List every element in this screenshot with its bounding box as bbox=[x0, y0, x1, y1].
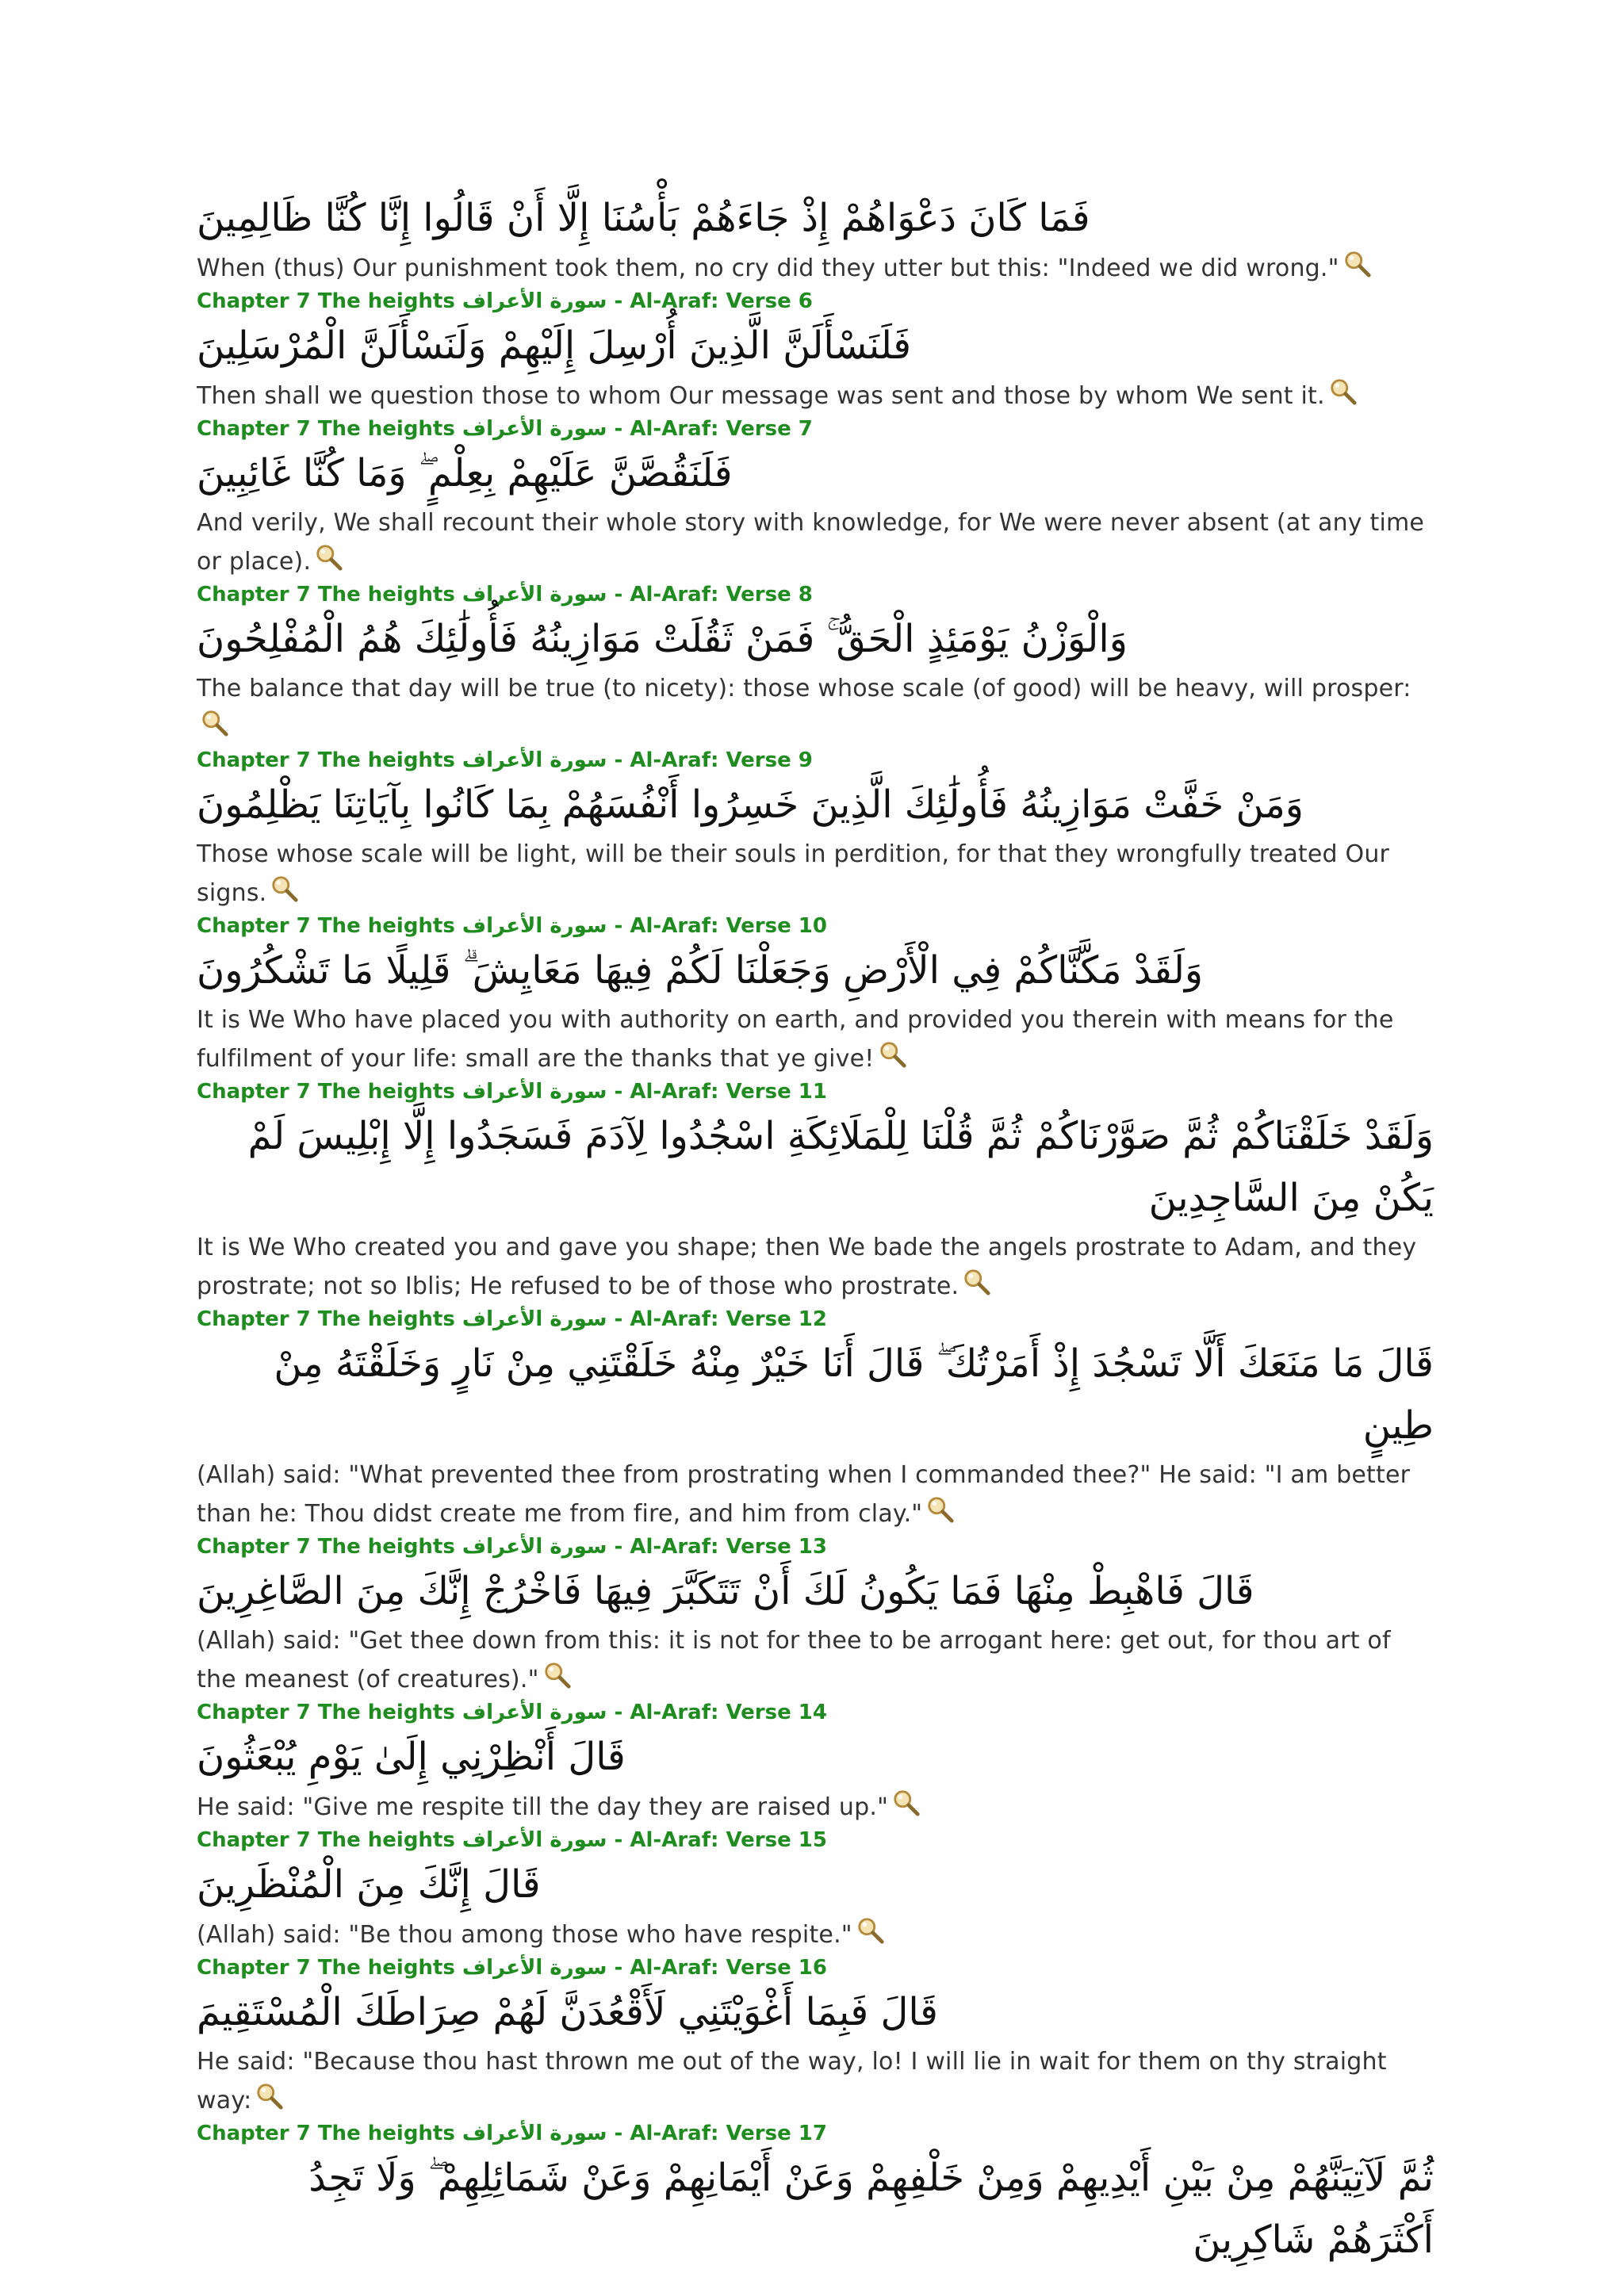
verse-number: - Al-Araf: Verse 10 bbox=[614, 914, 827, 938]
verse-reference[interactable] bbox=[197, 1827, 1434, 1854]
chapter-title: Chapter 7 The heights bbox=[197, 583, 455, 607]
magnifier-icon[interactable] bbox=[255, 2081, 285, 2111]
verse-block-7 bbox=[197, 415, 1434, 581]
chapter-title: Chapter 7 The heights bbox=[197, 748, 455, 772]
verse-block-8 bbox=[197, 581, 1434, 747]
verse-translation bbox=[197, 2043, 1434, 2120]
translation-text: He said: "Because thou hast thrown me out of the way, lo! I will lie in wait for them on thy straight way: bbox=[197, 2048, 1387, 2114]
verse-reference[interactable] bbox=[197, 1699, 1434, 1726]
surah-name-arabic: سورة الأعراف bbox=[462, 289, 607, 313]
arabic-row bbox=[197, 2147, 1434, 2271]
verse-list bbox=[197, 187, 1434, 2271]
arabic-verse-text: فَلَنَسْأَلَنَّ الَّذِينَ أُرْسِلَ إِلَيْهِمْ وَلَنَسْأَلَنَّ الْمُرْسَلِينَ bbox=[197, 323, 912, 368]
arabic-verse-text: وَمَنْ خَفَّتْ مَوَازِينُهُ فَأُولَٰئِكَ الَّذِينَ خَسِرُوا أَنْفُسَهُمْ بِمَا كَانُوا بِآيَاتِنَا يَظْلِمُونَ bbox=[197, 783, 1304, 827]
verse-reference[interactable] bbox=[197, 1533, 1434, 1560]
verse-number: - Al-Araf: Verse 16 bbox=[614, 1956, 827, 1980]
verse-reference[interactable] bbox=[197, 1306, 1434, 1333]
verse-reference[interactable] bbox=[197, 2120, 1434, 2147]
verse-block-13 bbox=[197, 1533, 1434, 1699]
surah-name-arabic: سورة الأعراف bbox=[462, 1080, 607, 1104]
verse-block-5 bbox=[197, 187, 1434, 288]
verse-number: - Al-Araf: Verse 9 bbox=[614, 748, 813, 772]
verse-reference[interactable] bbox=[197, 913, 1434, 939]
translation-text: (Allah) said: "Be thou among those who have respite." bbox=[197, 1921, 852, 1949]
arabic-verse-text: فَمَا كَانَ دَعْوَاهُمْ إِذْ جَاءَهُمْ بَأْسُنَا إِلَّا أَنْ قَالُوا إِنَّا كُنَّا ظَالِمِينَ bbox=[197, 196, 1090, 240]
verse-translation bbox=[197, 1456, 1434, 1533]
arabic-verse-text: قَالَ أَنْظِرْنِي إِلَىٰ يَوْمِ يُبْعَثُونَ bbox=[197, 1735, 626, 1779]
verse-translation bbox=[197, 377, 1434, 415]
surah-name-arabic: سورة الأعراف bbox=[462, 1956, 607, 1980]
verse-block-17 bbox=[197, 2120, 1434, 2271]
chapter-title: Chapter 7 The heights bbox=[197, 2122, 455, 2145]
verse-block-16 bbox=[197, 1954, 1434, 2120]
verse-reference[interactable] bbox=[197, 1954, 1434, 1981]
arabic-verse-text: وَالْوَزْنُ يَوْمَئِذٍ الْحَقُّ ۚ فَمَنْ ثَقُلَتْ مَوَازِينُهُ فَأُولَٰئِكَ هُمُ الْمُفْلِحُونَ bbox=[197, 617, 1128, 661]
verse-translation bbox=[197, 1622, 1434, 1699]
surah-name-arabic: سورة الأعراف bbox=[462, 583, 607, 607]
arabic-row bbox=[197, 187, 1434, 249]
arabic-row bbox=[197, 315, 1434, 377]
chapter-title: Chapter 7 The heights bbox=[197, 417, 455, 441]
arabic-verse-text: ثُمَّ لَآتِيَنَّهُمْ مِنْ بَيْنِ أَيْدِيهِمْ وَمِنْ خَلْفِهِمْ وَعَنْ أَيْمَانِهِمْ وَعَنْ شَمَائِلِهِمْ ۖ وَلَا تَجِدُ أَكْثَرَهُمْ شَاكِرِينَ bbox=[308, 2156, 1434, 2262]
magnifier-icon[interactable] bbox=[200, 708, 230, 738]
surah-name-arabic: سورة الأعراف bbox=[462, 748, 607, 772]
verse-block-6 bbox=[197, 288, 1434, 415]
verse-translation bbox=[197, 249, 1434, 288]
arabic-row bbox=[197, 1854, 1434, 1915]
surah-name-arabic: سورة الأعراف bbox=[462, 914, 607, 938]
magnifier-icon[interactable] bbox=[314, 542, 344, 572]
magnifier-icon[interactable] bbox=[962, 1267, 992, 1297]
verse-number: - Al-Araf: Verse 17 bbox=[614, 2122, 827, 2145]
surah-name-arabic: سورة الأعراف bbox=[462, 1307, 607, 1331]
verse-block-15 bbox=[197, 1827, 1434, 1954]
chapter-title: Chapter 7 The heights bbox=[197, 1956, 455, 1980]
arabic-verse-text: قَالَ فَبِمَا أَغْوَيْتَنِي لَأَقْعُدَنَّ لَهُمْ صِرَاطَكَ الْمُسْتَقِيمَ bbox=[197, 1990, 938, 2034]
verse-block-11 bbox=[197, 1078, 1434, 1306]
verse-number: - Al-Araf: Verse 14 bbox=[614, 1701, 827, 1724]
verse-block-12 bbox=[197, 1306, 1434, 1533]
translation-text: (Allah) said: "What prevented thee from prostrating when I commanded thee?" He said: "I am better than he: Thou didst create me from fire, and him from clay." bbox=[197, 1461, 1411, 1528]
arabic-row bbox=[197, 1726, 1434, 1788]
magnifier-icon[interactable] bbox=[856, 1915, 886, 1946]
verse-reference[interactable] bbox=[197, 415, 1434, 442]
arabic-verse-text: قَالَ إِنَّكَ مِنَ الْمُنْظَرِينَ bbox=[197, 1862, 541, 1907]
arabic-verse-text: وَلَقَدْ مَكَّنَّاكُمْ فِي الْأَرْضِ وَجَعَلْنَا لَكُمْ فِيهَا مَعَايِشَ ۗ قَلِيلًا مَا تَشْكُرُونَ bbox=[197, 948, 1204, 993]
verse-translation bbox=[197, 1229, 1434, 1306]
verse-translation bbox=[197, 504, 1434, 581]
magnifier-icon[interactable] bbox=[891, 1788, 921, 1818]
verse-number: - Al-Araf: Verse 8 bbox=[614, 583, 813, 607]
surah-name-arabic: سورة الأعراف bbox=[462, 2122, 607, 2145]
surah-name-arabic: سورة الأعراف bbox=[462, 1701, 607, 1724]
verse-reference[interactable] bbox=[197, 581, 1434, 608]
chapter-title: Chapter 7 The heights bbox=[197, 1701, 455, 1724]
magnifier-icon[interactable] bbox=[1328, 377, 1358, 407]
magnifier-icon[interactable] bbox=[542, 1660, 573, 1690]
verse-number: - Al-Araf: Verse 15 bbox=[614, 1828, 827, 1852]
verse-translation bbox=[197, 1915, 1434, 1954]
arabic-row bbox=[197, 939, 1434, 1001]
translation-text: And verily, We shall recount their whole story with knowledge, for We were never absent (at any time or place). bbox=[197, 509, 1425, 576]
verse-block-10 bbox=[197, 913, 1434, 1078]
chapter-title: Chapter 7 The heights bbox=[197, 1307, 455, 1331]
translation-text: Those whose scale will be light, will be their souls in perdition, for that they wrongfully treated Our signs. bbox=[197, 840, 1390, 907]
translation-text: The balance that day will be true (to nicety): those whose scale (of good) will be heavy, will prosper: bbox=[197, 675, 1411, 702]
arabic-row bbox=[197, 442, 1434, 504]
magnifier-icon[interactable] bbox=[925, 1494, 956, 1525]
verse-block-9 bbox=[197, 747, 1434, 913]
verse-reference[interactable] bbox=[197, 747, 1434, 774]
arabic-verse-text: قَالَ مَا مَنَعَكَ أَلَّا تَسْجُدَ إِذْ أَمَرْتُكَ ۖ قَالَ أَنَا خَيْرٌ مِنْهُ خَلَقْتَنِي مِنْ نَارٍ وَخَلَقْتَهُ مِنْ طِينٍ bbox=[274, 1341, 1434, 1448]
verse-number: - Al-Araf: Verse 6 bbox=[614, 289, 813, 313]
chapter-title: Chapter 7 The heights bbox=[197, 1828, 455, 1852]
translation-text: When (thus) Our punishment took them, no cry did they utter but this: "Indeed we did wrong." bbox=[197, 254, 1339, 282]
arabic-verse-text: وَلَقَدْ خَلَقْنَاكُمْ ثُمَّ صَوَّرْنَاكُمْ ثُمَّ قُلْنَا لِلْمَلَائِكَةِ اسْجُدُوا لِآدَمَ فَسَجَدُوا إِلَّا إِبْلِيسَ لَمْ يَكُنْ مِنَ السَّاجِدِينَ bbox=[247, 1114, 1434, 1220]
verse-translation bbox=[197, 836, 1434, 913]
surah-name-arabic: سورة الأعراف bbox=[462, 1535, 607, 1559]
translation-text: Then shall we question those to whom Our message was sent and those by whom We sent it. bbox=[197, 382, 1325, 410]
chapter-title: Chapter 7 The heights bbox=[197, 1080, 455, 1104]
arabic-row bbox=[197, 608, 1434, 670]
verse-number: - Al-Araf: Verse 13 bbox=[614, 1535, 827, 1559]
magnifier-icon[interactable] bbox=[270, 874, 300, 904]
chapter-title: Chapter 7 The heights bbox=[197, 1535, 455, 1559]
verse-reference[interactable] bbox=[197, 1078, 1434, 1105]
verse-number: - Al-Araf: Verse 11 bbox=[614, 1080, 827, 1104]
translation-text: It is We Who created you and gave you shape; then We bade the angels prostrate to Adam, and they prostrate; not so Iblis; He refused to be of those who prostrate. bbox=[197, 1234, 1417, 1300]
verse-block-14 bbox=[197, 1699, 1434, 1827]
arabic-row bbox=[197, 1333, 1434, 1456]
verse-number: - Al-Araf: Verse 12 bbox=[614, 1307, 827, 1331]
translation-text: It is We Who have placed you with authority on earth, and provided you therein with means for the fulfilment of your life: small are the thanks that ye give! bbox=[197, 1006, 1394, 1073]
arabic-verse-text: قَالَ فَاهْبِطْ مِنْهَا فَمَا يَكُونُ لَكَ أَنْ تَتَكَبَّرَ فِيهَا فَاخْرُجْ إِنَّكَ مِنَ الصَّاغِرِينَ bbox=[197, 1569, 1254, 1613]
arabic-row bbox=[197, 1981, 1434, 2043]
translation-text: He said: "Give me respite till the day they are raised up." bbox=[197, 1793, 889, 1821]
verse-translation bbox=[197, 670, 1434, 747]
magnifier-icon[interactable] bbox=[1342, 249, 1373, 279]
arabic-verse-text: فَلَنَقُصَّنَّ عَلَيْهِمْ بِعِلْمٍ ۖ وَمَا كُنَّا غَائِبِينَ bbox=[197, 451, 733, 496]
arabic-row bbox=[197, 774, 1434, 836]
magnifier-icon[interactable] bbox=[878, 1039, 908, 1070]
chapter-title: Chapter 7 The heights bbox=[197, 289, 455, 313]
translation-text: (Allah) said: "Get thee down from this: it is not for thee to be arrogant here: get out, for thou art of the meanest (of creatures)." bbox=[197, 1627, 1391, 1693]
verse-reference[interactable] bbox=[197, 288, 1434, 315]
arabic-row bbox=[197, 1560, 1434, 1622]
surah-name-arabic: سورة الأعراف bbox=[462, 417, 607, 441]
surah-name-arabic: سورة الأعراف bbox=[462, 1828, 607, 1852]
chapter-title: Chapter 7 The heights bbox=[197, 914, 455, 938]
arabic-row bbox=[197, 1105, 1434, 1229]
verse-number: - Al-Araf: Verse 7 bbox=[614, 417, 813, 441]
verse-translation bbox=[197, 1001, 1434, 1078]
verse-translation bbox=[197, 1788, 1434, 1827]
